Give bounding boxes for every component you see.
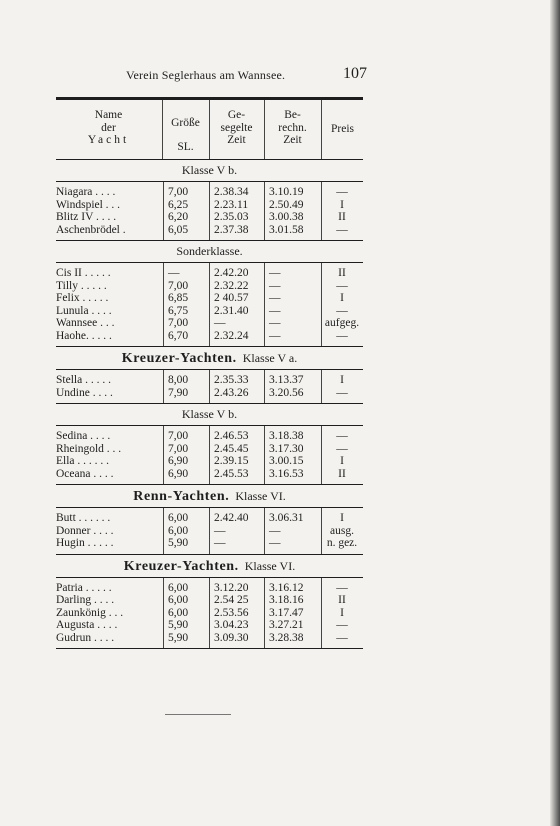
yacht-size: 5,90 <box>168 537 189 549</box>
page-edge-shadow <box>550 0 560 826</box>
prize: — <box>336 581 348 594</box>
yacht-size: 6,00 <box>168 594 189 606</box>
table-row <box>56 512 363 525</box>
yacht-size: — <box>168 267 180 279</box>
section-rows <box>56 370 363 403</box>
table-row <box>56 280 363 293</box>
table-row <box>56 374 363 387</box>
sailed-time: 2.32.22 <box>214 279 249 292</box>
col-header-name: Name der Yacht <box>87 109 130 146</box>
calculated-time: — <box>269 267 281 279</box>
yacht-name: Butt . . . . . . <box>56 512 111 524</box>
sailed-time: 2.35.33 <box>214 374 249 386</box>
calculated-time: — <box>269 292 281 304</box>
prize: II <box>338 267 346 279</box>
table-row <box>56 186 363 199</box>
yacht-name: Patria . . . . . <box>56 581 112 594</box>
calculated-time: 3.16.53 <box>269 467 304 480</box>
sailed-time: 2.37.38 <box>214 223 249 236</box>
yacht-name: Rheingold . . . <box>56 442 122 455</box>
prize: n. gez. <box>326 537 358 549</box>
page-header <box>0 64 560 86</box>
table-row <box>56 455 363 468</box>
sailed-time: — <box>214 524 226 537</box>
sailed-time: 2.31.40 <box>214 304 249 317</box>
sailed-time: 3.04.23 <box>214 619 249 631</box>
sailed-time: 2.35.03 <box>214 211 249 223</box>
prize: II <box>338 211 346 223</box>
col-header-size: Größe SL. <box>162 100 208 159</box>
sailed-time: 2.54 25 <box>214 594 249 606</box>
calculated-time: 3.18.38 <box>269 430 304 442</box>
calculated-time: — <box>269 329 281 342</box>
table-row <box>56 330 363 343</box>
table-row <box>56 387 363 400</box>
yacht-size: 5,90 <box>168 619 189 631</box>
table-row <box>56 267 363 280</box>
yacht-size: 6,00 <box>168 606 189 619</box>
yacht-name: Gudrun . . . . <box>56 631 115 644</box>
yacht-size: 5,90 <box>168 631 189 644</box>
prize: — <box>336 442 348 455</box>
yacht-name: Ella . . . . . . <box>56 455 110 467</box>
yacht-size: 7,00 <box>168 442 189 455</box>
sailed-time: 2.53.56 <box>214 606 249 619</box>
col-header-sailed-time: Ge- segelte Zeit <box>209 100 263 159</box>
table-row <box>56 619 363 632</box>
calculated-time: — <box>269 304 281 317</box>
yacht-size: 7,00 <box>168 186 189 198</box>
yacht-name: Darling . . . . <box>56 594 115 606</box>
prize: — <box>336 279 348 292</box>
table-row <box>56 199 363 212</box>
sailed-time: 2.39.15 <box>214 455 249 467</box>
yacht-name: Wannsee . . . <box>56 317 115 329</box>
yacht-name: Oceana . . . . <box>56 467 114 480</box>
sailed-time: 2.42.40 <box>214 512 249 524</box>
yacht-name: Cis II . . . . . <box>56 267 111 279</box>
section-title <box>56 404 363 425</box>
prize: II <box>338 594 346 606</box>
prize: — <box>336 304 348 317</box>
yacht-name: Windspiel . . . <box>56 198 121 211</box>
yacht-size: 6,25 <box>168 198 189 211</box>
section-rows <box>56 182 363 240</box>
calculated-time: 3.17.30 <box>269 442 304 455</box>
prize: I <box>340 198 344 211</box>
yacht-name: Haohe. . . . . <box>56 329 112 342</box>
prize: — <box>336 223 348 236</box>
yacht-name: Aschenbrödel . <box>56 223 126 236</box>
yacht-size: 7,00 <box>168 430 189 442</box>
table-row <box>56 525 363 538</box>
section-rows <box>56 578 363 649</box>
table-row <box>56 443 363 456</box>
section-yacht-type: Renn-Yachten. <box>133 489 230 504</box>
table-row <box>56 607 363 620</box>
section-end-rule <box>56 648 363 649</box>
sailed-time: 2.38.34 <box>214 186 249 198</box>
yacht-name: Hugin . . . . . <box>56 537 114 549</box>
table-row <box>56 430 363 443</box>
prize: — <box>336 430 348 442</box>
section-rows <box>56 263 363 346</box>
results-table <box>56 97 363 649</box>
calculated-time: 2.50.49 <box>269 198 304 211</box>
table-row <box>56 317 363 330</box>
table-row <box>56 537 363 550</box>
calculated-time: 3.13.37 <box>269 374 304 386</box>
yacht-size: 8,00 <box>168 374 189 386</box>
calculated-time: 3.17.47 <box>269 606 304 619</box>
prize: aufgeg. <box>324 317 360 329</box>
calculated-time: 3.01.58 <box>269 223 304 236</box>
calculated-time: — <box>269 537 281 549</box>
calculated-time: — <box>269 317 281 329</box>
yacht-size: 6,75 <box>168 304 189 317</box>
yacht-size: 6,00 <box>168 581 189 594</box>
table-row <box>56 224 363 237</box>
calculated-time: 3.06.31 <box>269 512 304 524</box>
closing-rule <box>165 714 231 715</box>
prize: — <box>336 329 348 342</box>
table-row <box>56 211 363 224</box>
prize: II <box>338 467 346 480</box>
yacht-size: 6,90 <box>168 455 189 467</box>
section-class: Klasse VI. <box>235 489 286 503</box>
table-row <box>56 594 363 607</box>
col-header-prize: Preis <box>321 100 363 159</box>
section-class: Klasse V a. <box>242 351 298 365</box>
sailed-time: 3.09.30 <box>214 631 249 644</box>
prize: — <box>336 386 348 399</box>
calculated-time: 3.10.19 <box>269 186 304 198</box>
yacht-size: 6,70 <box>168 329 189 342</box>
prize: — <box>336 631 348 644</box>
calculated-time: 3.20.56 <box>269 386 304 399</box>
calculated-time: 3.27.21 <box>269 619 304 631</box>
sailed-time: 3.12.20 <box>214 581 249 594</box>
table-row <box>56 292 363 305</box>
yacht-size: 6,00 <box>168 524 189 537</box>
col-header-calc-time: Be- rechn. Zeit <box>264 100 320 159</box>
calculated-time: 3.00.38 <box>269 211 304 223</box>
yacht-size: 6,05 <box>168 223 189 236</box>
section-title <box>56 347 363 369</box>
yacht-name: Niagara . . . . <box>56 186 116 198</box>
sailed-time: 2.43.26 <box>214 386 249 399</box>
running-title: Verein Seglerhaus am Wannsee. <box>126 68 286 82</box>
section-title <box>56 555 363 577</box>
calculated-time: — <box>269 524 281 537</box>
yacht-size: 6,90 <box>168 467 189 480</box>
prize: ausg. <box>330 524 354 537</box>
yacht-name: Donner . . . . <box>56 524 114 537</box>
yacht-name: Lunula . . . . <box>56 304 112 317</box>
section-yacht-type: Kreuzer-Yachten. <box>123 558 239 574</box>
yacht-name: Felix . . . . . <box>56 292 109 304</box>
prize: I <box>340 292 344 304</box>
yacht-name: Stella . . . . . <box>56 374 111 386</box>
calculated-time: — <box>269 279 281 292</box>
prize: I <box>340 374 344 386</box>
section-title <box>56 241 363 262</box>
sailed-time: 2.45.45 <box>214 442 249 455</box>
column-headers <box>56 100 363 159</box>
prize: I <box>340 606 344 619</box>
sailed-time: 2.42.20 <box>214 267 249 279</box>
prize: — <box>336 619 348 631</box>
section-class: Sonderklasse. <box>176 244 243 258</box>
yacht-size: 6,20 <box>168 211 189 223</box>
sailed-time: 2.45.53 <box>214 467 249 480</box>
yacht-name: Sedina . . . . <box>56 430 111 442</box>
sailed-time: — <box>214 537 226 549</box>
yacht-size: 6,85 <box>168 292 189 304</box>
table-sections <box>56 160 363 649</box>
prize: I <box>340 512 344 524</box>
prize: I <box>340 455 344 467</box>
section-class: Klasse V b. <box>181 163 238 177</box>
calculated-time: 3.00.15 <box>269 455 304 467</box>
yacht-name: Tilly . . . . . <box>56 279 107 292</box>
yacht-name: Undine . . . . <box>56 386 113 399</box>
table-row <box>56 582 363 595</box>
page-number: 107 <box>343 65 367 82</box>
section-rows <box>56 426 363 484</box>
yacht-name: Zaunkönig . . . <box>56 606 124 619</box>
section-class: Klasse VI. <box>244 558 296 573</box>
section-yacht-type: Kreuzer-Yachten. <box>121 351 237 366</box>
calculated-time: 3.16.12 <box>269 581 304 594</box>
table-row <box>56 632 363 645</box>
yacht-size: 7,00 <box>168 279 189 292</box>
sailed-time: 2.32.24 <box>214 329 249 342</box>
yacht-size: 7,90 <box>168 386 189 399</box>
sailed-time: — <box>214 317 226 329</box>
calculated-time: 3.18.16 <box>269 594 304 606</box>
yacht-name: Augusta . . . . <box>56 619 118 631</box>
section-rows <box>56 508 363 554</box>
yacht-size: 7,00 <box>168 317 189 329</box>
prize: — <box>336 186 348 198</box>
section-title <box>56 485 363 507</box>
table-row <box>56 305 363 318</box>
sailed-time: 2.46.53 <box>214 430 249 442</box>
sailed-time: 2.23.11 <box>214 198 249 211</box>
calculated-time: 3.28.38 <box>269 631 304 644</box>
section-title <box>56 160 363 181</box>
yacht-name: Blitz IV . . . . <box>56 211 117 223</box>
table-row <box>56 468 363 481</box>
section-class: Klasse V b. <box>181 407 238 421</box>
yacht-size: 6,00 <box>168 512 189 524</box>
sailed-time: 2 40.57 <box>214 292 249 304</box>
